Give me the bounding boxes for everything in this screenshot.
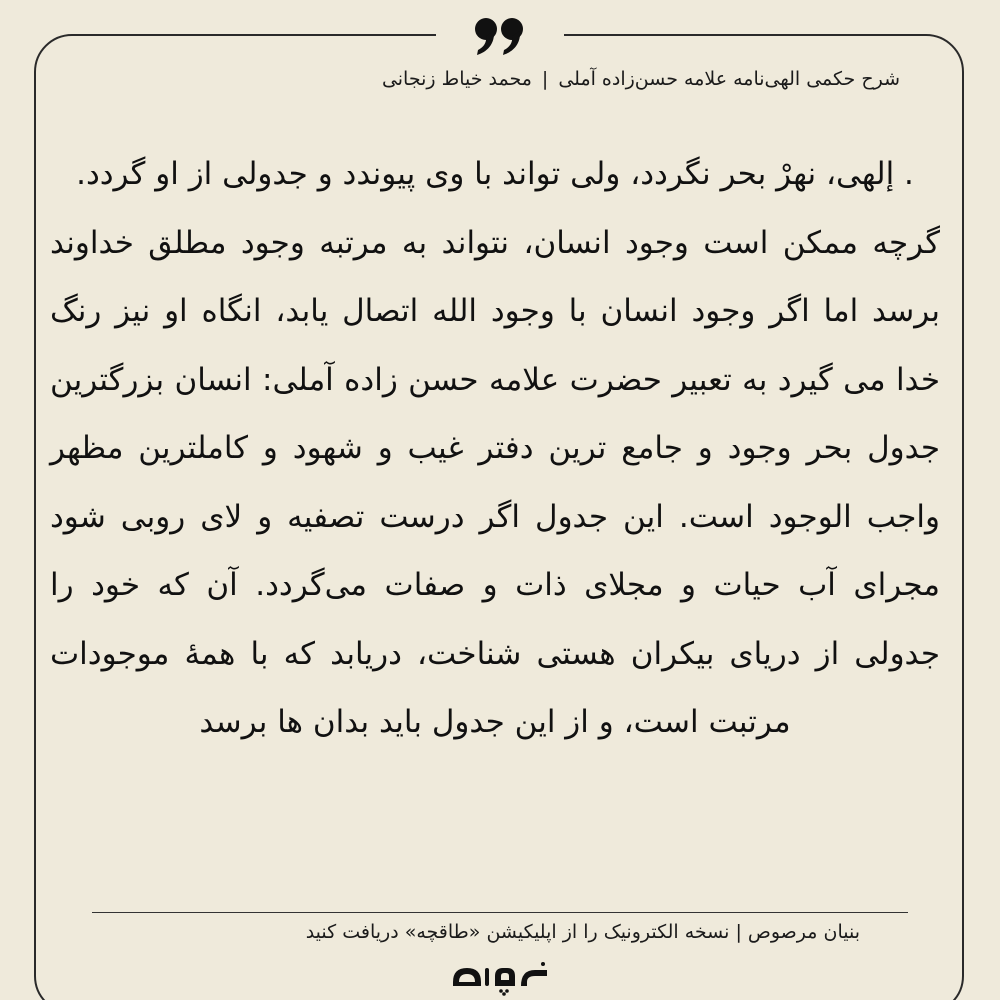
quote-heading: . إلهی، نهرْ بحر نگردد، ولی تواند با وی پیوندد و جدولی از او گردد. — [76, 156, 914, 192]
footer-note: بنیان مرصوص | نسخه الکترونیک را از اپلیکیشن «طاقچه» دریافت کنید — [305, 921, 860, 943]
quote-mark-icon — [436, 8, 564, 64]
book-title: شرح حکمی الهی‌نامه علامه حسن‌زاده آملی — [558, 68, 900, 90]
book-author: محمد خیاط زنجانی — [381, 68, 532, 90]
quote-paragraph: گرچه ممکن است وجود انسان، نتواند به مرتبه وجود مطلق خداوند برسد اما اگر وجود انسان با وجود الله اتصال یابد، انگاه او نیز رنگ خدا می گیرد به تعبیر حضرت علامه حسن زاده آملی: انسان بزرگترین جدول بحر وجود و جامع ترین دفتر غیب و شهود و کاملترین مظهر واجب الوجود است. این جدول اگر درست تصفیه و لای روبی شود مجرای آب حیات و مجلای ذات و صفات می‌گردد. آن که خود را جدولی از دریای بیکران هستی شناخت، دریابد که با همهٔ موجودات مرتبت است، و از این جدول باید بدان ها برسد — [50, 224, 940, 740]
book-meta — [200, 66, 900, 92]
footer-divider — [92, 912, 908, 913]
meta-separator: | — [541, 68, 549, 90]
taaghche-logo — [400, 956, 600, 1000]
quote-body — [50, 140, 940, 757]
